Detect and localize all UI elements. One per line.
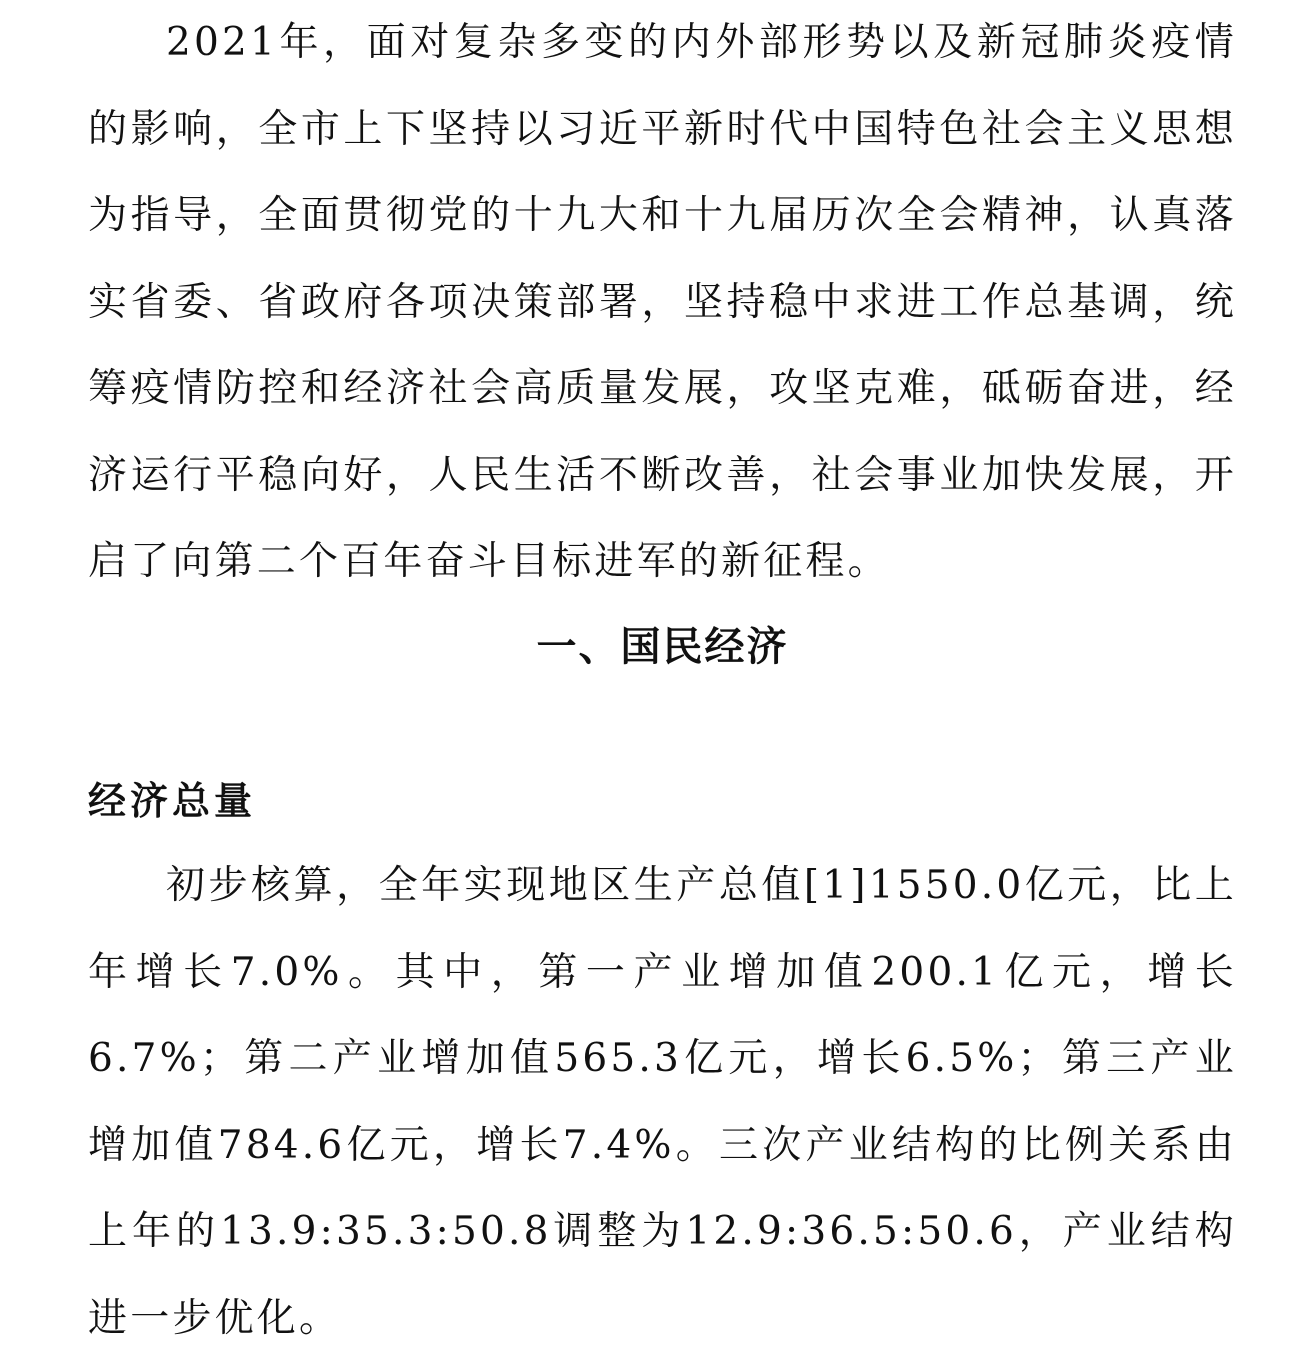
intro-paragraph: 2021年，面对复杂多变的内外部形势以及新冠肺炎疫情的影响，全市上下坚持以习近平新时代中国特色社会主义思想为指导，全面贯彻党的十九大和十九届历次全会精神，认真落实省委、省政府各项决策部署，坚持稳中求进工作总基调，统筹疫情防控和经济社会高质量发展，攻坚克难，砥砺奋进，经济运行平稳向好，人民生活不断改善，社会事业加快发展，开启了向第二个百年奋斗目标进军的新征程。 [88,20,1237,584]
economy-paragraph: 初步核算，全年实现地区生产总值[1]1550.0亿元，比上年增长7.0%。其中，第一产业增加值200.1亿元，增长6.7%；第二产业增加值565.3亿元，增长6.5%；第三产业增加值784.6亿元，增长7.4%。三次产业结构的比例关系由上年的13.9:35.3:50.8调整为12.9:36.5:50.6，产业结构进一步优化。 [88,863,1237,1341]
section-heading: 一、国民经济 [536,624,789,670]
subsection-heading: 经济总量 [88,779,257,823]
